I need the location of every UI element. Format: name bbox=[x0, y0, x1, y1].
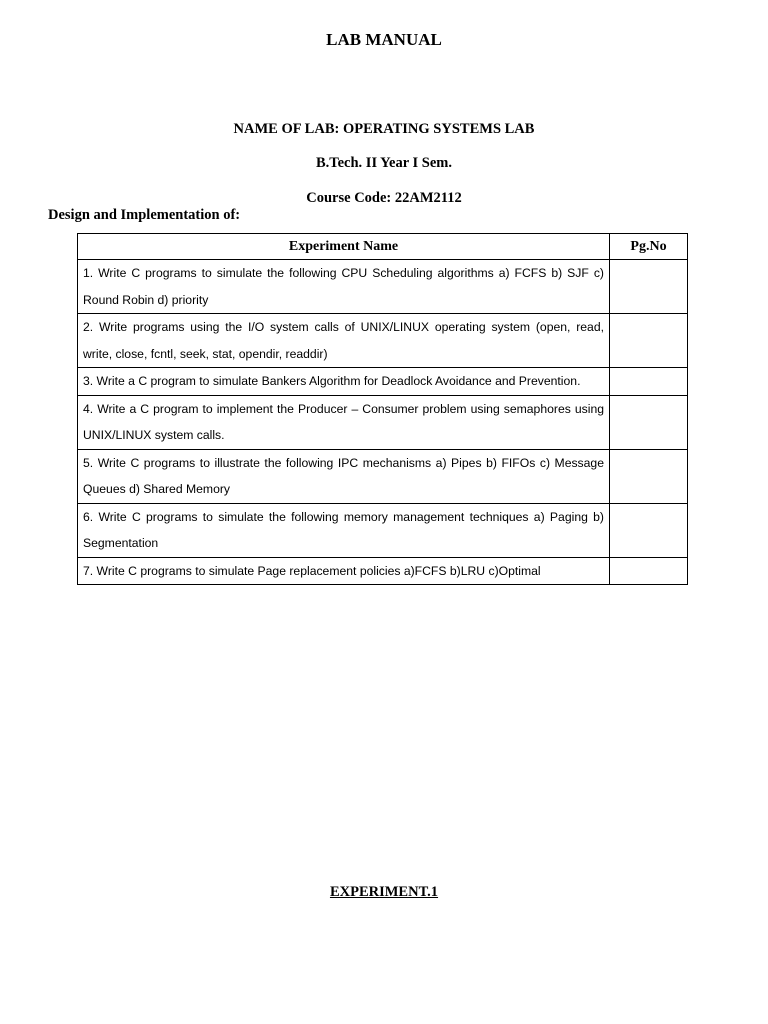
experiment-heading: EXPERIMENT.1 bbox=[329, 884, 439, 900]
experiment-name-1: 1. Write C programs to simulate the following CPU Scheduling algorithms a) FCFS b) SJF c) Round Robin d) priority bbox=[78, 260, 610, 314]
page-number-2 bbox=[610, 314, 688, 368]
lab-name: NAME OF LAB: OPERATING SYSTEMS LAB bbox=[233, 121, 535, 137]
table-header-row bbox=[78, 234, 688, 260]
experiment-name-4: 4. Write a C program to implement the Producer – Consumer problem using semaphores using UNIX/LINUX system calls. bbox=[78, 395, 610, 449]
page-number-3 bbox=[610, 368, 688, 396]
experiment-name-2: 2. Write programs using the I/O system calls of UNIX/LINUX operating system (open, read, write, close, fcntl, seek, stat, opendir, readdir) bbox=[78, 314, 610, 368]
table-row bbox=[78, 260, 688, 314]
table-row bbox=[78, 368, 688, 396]
table-row bbox=[78, 449, 688, 503]
experiment-name-3: 3. Write a C program to simulate Bankers Algorithm for Deadlock Avoidance and Prevention. bbox=[78, 368, 610, 396]
header-page-number: Pg.No bbox=[610, 234, 688, 260]
table-row bbox=[78, 314, 688, 368]
document-title: LAB MANUAL bbox=[326, 30, 442, 49]
experiment-name-5: 5. Write C programs to illustrate the following IPC mechanisms a) Pipes b) FIFOs c) Message Queues d) Shared Memory bbox=[78, 449, 610, 503]
page-number-5 bbox=[610, 449, 688, 503]
experiment-name-6: 6. Write C programs to simulate the following memory management techniques a) Paging b) Segmentation bbox=[78, 503, 610, 557]
design-label: Design and Implementation of: bbox=[48, 207, 241, 223]
experiments-table bbox=[77, 233, 688, 585]
course-code: Course Code: 22AM2112 bbox=[306, 190, 462, 206]
page-number-1 bbox=[610, 260, 688, 314]
experiment-name-7: 7. Write C programs to simulate Page replacement policies a)FCFS b)LRU c)Optimal bbox=[78, 557, 610, 585]
page-number-4 bbox=[610, 395, 688, 449]
page-number-6 bbox=[610, 503, 688, 557]
header-experiment-name: Experiment Name bbox=[78, 234, 610, 260]
table-row bbox=[78, 557, 688, 585]
table-row bbox=[78, 395, 688, 449]
page-number-7 bbox=[610, 557, 688, 585]
table-row bbox=[78, 503, 688, 557]
year-semester: B.Tech. II Year I Sem. bbox=[315, 155, 452, 171]
